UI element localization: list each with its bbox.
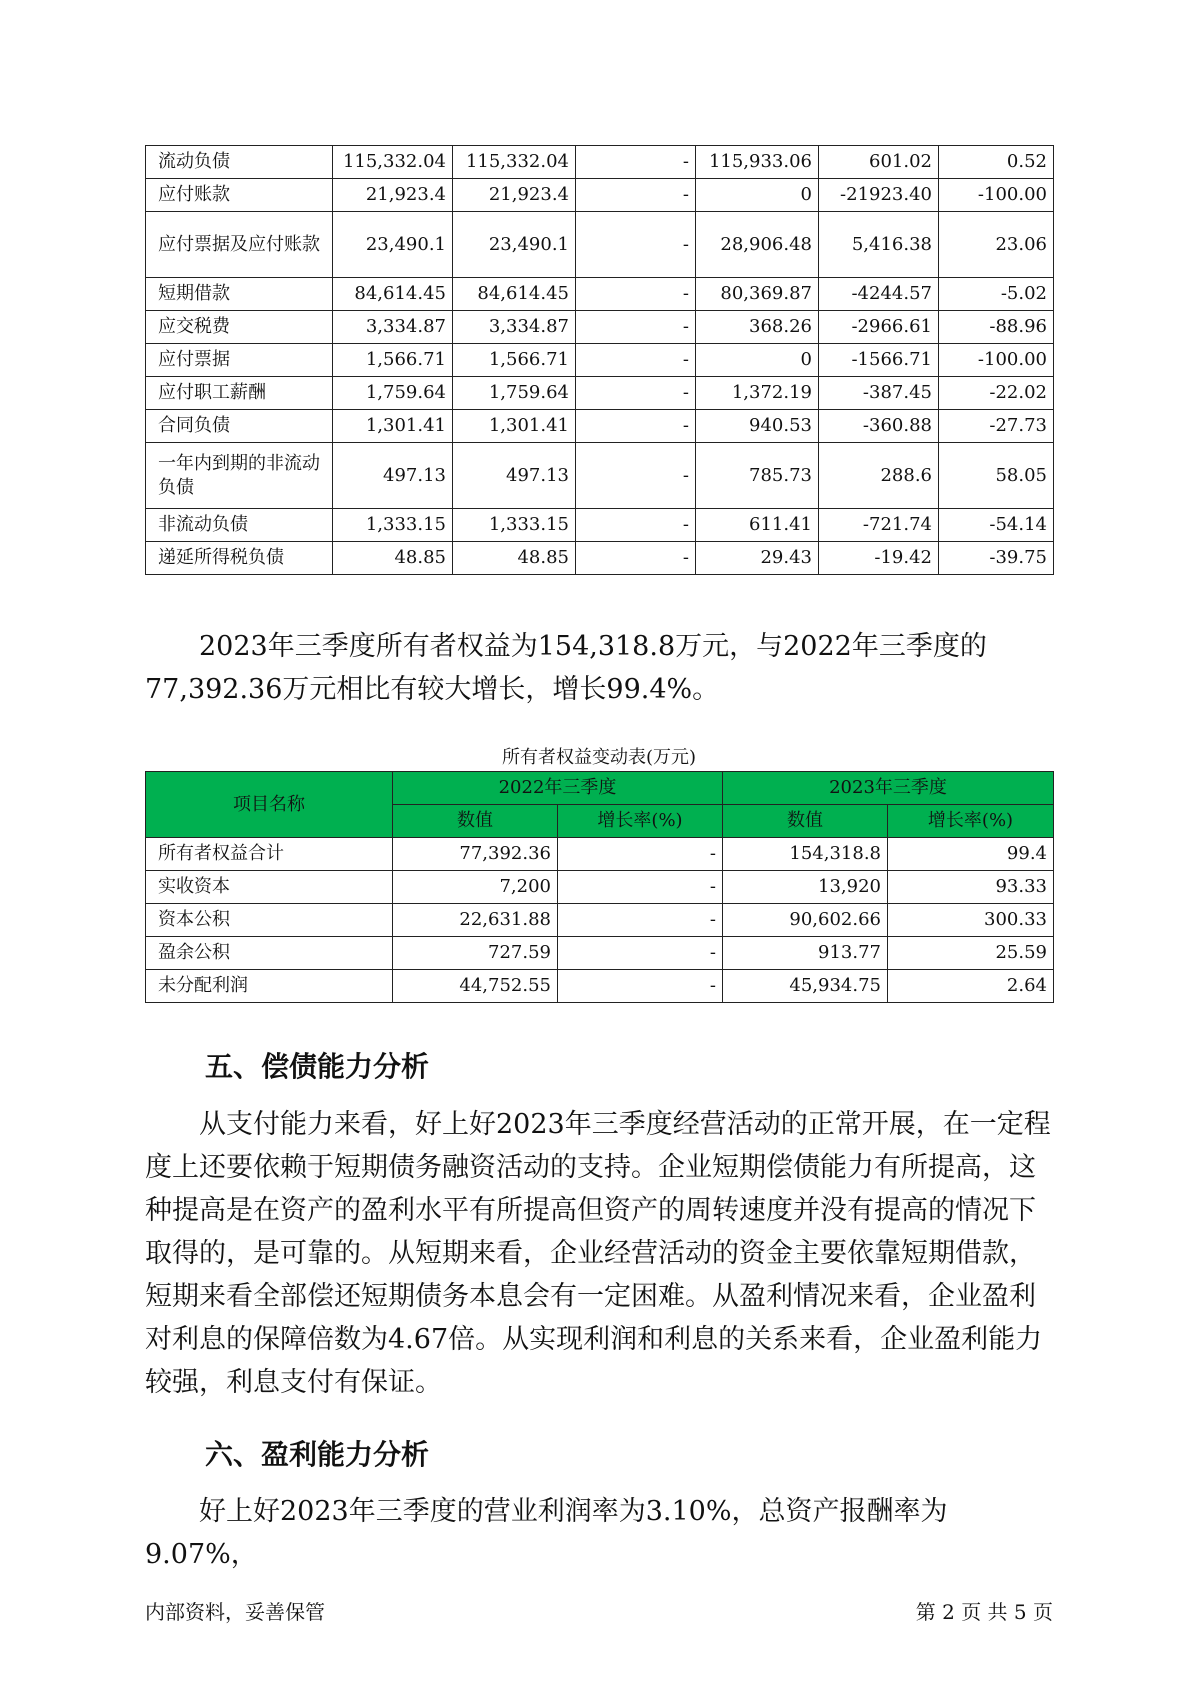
table-cell: - [576,509,696,542]
table-cell: - [576,278,696,311]
table-cell: 1,759.64 [333,377,453,410]
row-label: 资本公积 [146,904,393,937]
header-2023: 2023年三季度 [723,772,1054,805]
table-cell: -1566.71 [819,344,939,377]
row-label: 合同负债 [146,410,333,443]
table-cell: 29.43 [696,542,819,575]
table-cell: 601.02 [819,146,939,179]
table-cell: - [558,970,723,1003]
table-cell: 1,301.41 [333,410,453,443]
table-cell: 99.4 [888,838,1054,871]
row-label: 递延所得税负债 [146,542,333,575]
footer-page-number: 第 2 页 共 5 页 [915,1600,1053,1624]
table-cell: 913.77 [723,937,888,970]
row-label: 应付票据 [146,344,333,377]
table-cell: -360.88 [819,410,939,443]
header-rate-2023: 增长率(%) [888,805,1054,838]
row-label: 应交税费 [146,311,333,344]
table-cell: 23,490.1 [453,212,576,278]
table-cell: 1,333.15 [453,509,576,542]
table-cell: -27.73 [939,410,1054,443]
table-cell: 44,752.55 [393,970,558,1003]
row-label: 一年内到期的非流动负债 [146,443,333,509]
table-cell: -22.02 [939,377,1054,410]
table-cell: 23,490.1 [333,212,453,278]
section-5-heading: 五、偿债能力分析 [205,1050,430,1083]
table-cell: 23.06 [939,212,1054,278]
table-cell: 940.53 [696,410,819,443]
table-cell: 0.52 [939,146,1054,179]
table-cell: - [576,443,696,509]
table-cell: -19.42 [819,542,939,575]
table-cell: -2966.61 [819,311,939,344]
row-label: 应付职工薪酬 [146,377,333,410]
table-cell: 84,614.45 [333,278,453,311]
table-cell: 5,416.38 [819,212,939,278]
table-cell: - [558,871,723,904]
table-cell: 1,301.41 [453,410,576,443]
row-label: 实收资本 [146,871,393,904]
row-label: 应付票据及应付账款 [146,212,333,278]
equity-table [145,771,1054,1003]
table-row [146,410,1054,443]
table-row [146,344,1054,377]
table-row [146,970,1054,1003]
table-cell: 48.85 [453,542,576,575]
table-cell: 288.6 [819,443,939,509]
table-cell: 21,923.4 [333,179,453,212]
table-cell: -88.96 [939,311,1054,344]
table-cell: 611.41 [696,509,819,542]
table-cell: 7,200 [393,871,558,904]
liabilities-table [145,145,1054,575]
table-cell: 0 [696,344,819,377]
table-cell: -100.00 [939,344,1054,377]
table-row [146,542,1054,575]
table-cell: 1,566.71 [453,344,576,377]
table-cell: 368.26 [696,311,819,344]
table-cell: 45,934.75 [723,970,888,1003]
table-cell: -721.74 [819,509,939,542]
table-cell: 497.13 [453,443,576,509]
table-cell: 785.73 [696,443,819,509]
table-cell: 77,392.36 [393,838,558,871]
section-5-paragraph: 从支付能力来看，好上好2023年三季度经营活动的正常开展，在一定程度上还要依赖于短期债务融资活动的支持。企业短期偿债能力有所提高，这种提高是在资产的盈利水平有所提高但资产的周转速度并没有提高的情况下取得的，是可靠的。从短期来看，企业经营活动的资金主要依靠短期借款，短期来看全部偿还短期债务本息会有一定困难。从盈利情况来看，企业盈利对利息的保障倍数为4.67倍。从实现利润和利息的关系来看，企业盈利能力较强，利息支付有保证。 [145,1109,1051,1398]
table-cell: 21,923.4 [453,179,576,212]
table-cell: 115,332.04 [453,146,576,179]
table-row [146,146,1054,179]
table-cell: - [576,377,696,410]
equity-table-caption: 所有者权益变动表(万元) [501,747,697,768]
row-label: 应付账款 [146,179,333,212]
table-cell: - [576,542,696,575]
table-cell: - [576,212,696,278]
table-row [146,443,1054,509]
header-2022: 2022年三季度 [393,772,723,805]
table-cell: - [576,311,696,344]
table-cell: 497.13 [333,443,453,509]
table-cell: 115,332.04 [333,146,453,179]
table-row [146,509,1054,542]
table-row [146,278,1054,311]
row-label: 盈余公积 [146,937,393,970]
table-cell: -39.75 [939,542,1054,575]
table-cell: 3,334.87 [453,311,576,344]
table-row [146,311,1054,344]
header-value-2022: 数值 [393,805,558,838]
table-cell: - [558,937,723,970]
row-label: 非流动负债 [146,509,333,542]
table-cell: 22,631.88 [393,904,558,937]
table-cell: 1,759.64 [453,377,576,410]
table-cell: 84,614.45 [453,278,576,311]
table-cell: -21923.40 [819,179,939,212]
table-row [146,904,1054,937]
table-cell: 90,602.66 [723,904,888,937]
footer-confidential: 内部资料，妥善保管 [145,1600,325,1624]
table-cell: - [558,904,723,937]
table-cell: 2.64 [888,970,1054,1003]
table-row [146,871,1054,904]
table-cell: 1,333.15 [333,509,453,542]
header-rate-2022: 增长率(%) [558,805,723,838]
table-cell: -5.02 [939,278,1054,311]
row-label: 未分配利润 [146,970,393,1003]
table-cell: 0 [696,179,819,212]
table-row [146,212,1054,278]
table-cell: 1,566.71 [333,344,453,377]
table-cell: 25.59 [888,937,1054,970]
section-6-heading: 六、盈利能力分析 [205,1438,430,1471]
table-cell: 3,334.87 [333,311,453,344]
table-cell: 300.33 [888,904,1054,937]
table-row [146,377,1054,410]
table-cell: 80,369.87 [696,278,819,311]
table-cell: 58.05 [939,443,1054,509]
header-value-2023: 数值 [723,805,888,838]
section-6-paragraph: 好上好2023年三季度的营业利润率为3.10%，总资产报酬率为9.07%， [145,1496,948,1570]
row-label: 所有者权益合计 [146,838,393,871]
table-cell: 1,372.19 [696,377,819,410]
table-cell: - [576,344,696,377]
table-cell: 115,933.06 [696,146,819,179]
row-label: 流动负债 [146,146,333,179]
table-cell: - [576,146,696,179]
table-cell: 93.33 [888,871,1054,904]
table-cell: - [576,179,696,212]
table-row [146,179,1054,212]
row-label: 短期借款 [146,278,333,311]
table-cell: -100.00 [939,179,1054,212]
table-row [146,838,1054,871]
header-item-name: 项目名称 [146,772,393,838]
table-cell: 154,318.8 [723,838,888,871]
table-cell: 727.59 [393,937,558,970]
table-cell: - [576,410,696,443]
table-cell: - [558,838,723,871]
table-cell: -54.14 [939,509,1054,542]
equity-summary-paragraph: 2023年三季度所有者权益为154,318.8万元，与2022年三季度的77,392.36万元相比有较大增长，增长99.4%。 [145,631,987,705]
table-cell: 28,906.48 [696,212,819,278]
table-cell: 48.85 [333,542,453,575]
table-cell: -387.45 [819,377,939,410]
table-cell: 13,920 [723,871,888,904]
table-row [146,937,1054,970]
table-cell: -4244.57 [819,278,939,311]
